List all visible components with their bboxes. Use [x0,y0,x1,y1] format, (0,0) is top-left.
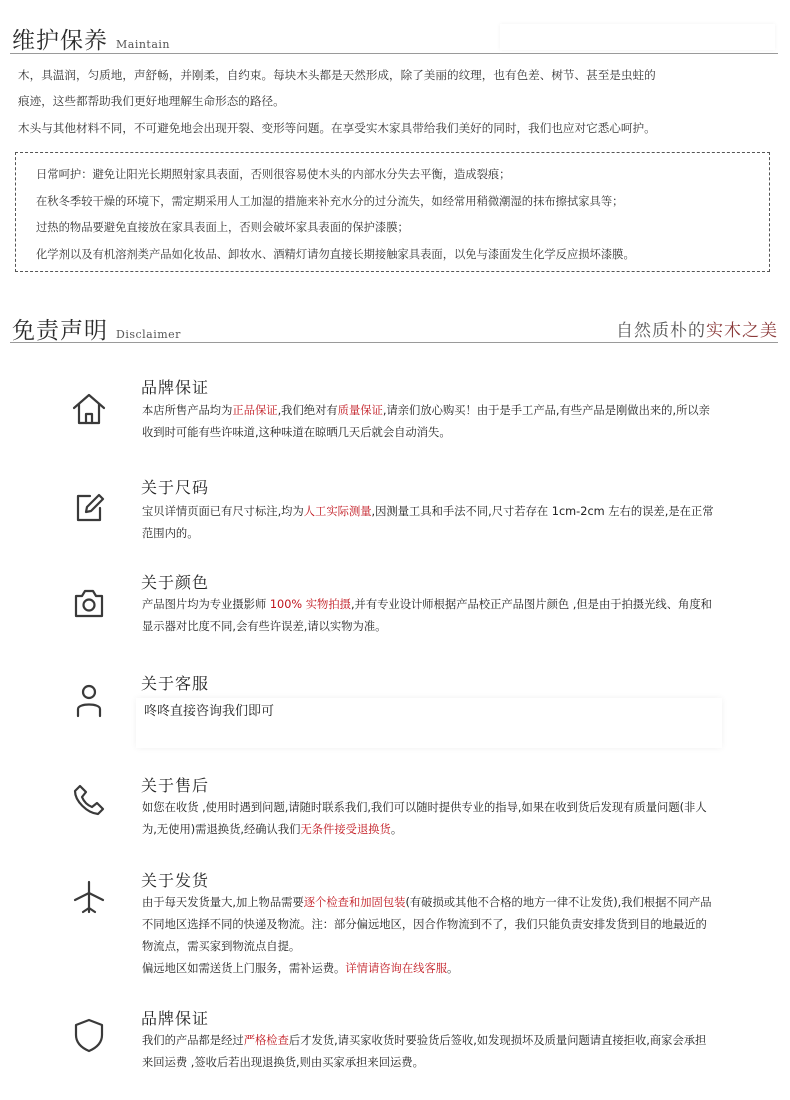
maintain-title-en: Maintain [116,38,171,51]
disclaimer-divider [10,342,778,343]
policy-item-body: 如您在收货 ,使用时遇到问题,请随时联系我们,我们可以随时提供专业的指导,如果在收到货后发现有质量问题(非人为,无使用)需退换货,经确认我们无条件接受退换货。 [142,801,707,836]
policy-item-body: 本店所售产品均为正品保证,我们绝对有质量保证,请亲们放心购买！由于是手工产品,有些产品是刚做出来的,所以亲收到时可能有些许味道,这种味道在晾晒几天后就会自动消失。 [142,404,710,439]
maintain-title [12,22,170,55]
maintain-paragraph-1-line-2: 痕迹，这些都帮助我们更好地理解生命形态的路径。 [18,94,285,108]
disclaimer-title [12,312,181,345]
policy-item-title: 关于颜色 [141,573,210,592]
edit-icon [70,488,108,526]
camera-icon [70,584,108,622]
maintain-paragraph-1 [18,62,778,114]
policy-item-body: 宝贝详情页面已有尺寸标注,均为人工实际测量,因测量工具和手法不同,尺寸若存在 1cm-2cm 左右的误差,是在正常范围内的。 [142,505,714,540]
maintain-title-cn: 维护保养 [12,28,108,54]
home-icon [70,390,108,428]
maintain-paragraph-2: 木头与其他材料不同，不可避免地会出现开裂、变形等问题。在享受实木家具带给我们美好的同时，我们也应对它悉心呵护。 [18,121,656,135]
policy-item-body: 由于每天发货量大,加上物品需要逐个检查和加固包装(有破损或其他不合格的地方一律不让发货),我们根据不同产品不同地区选择不同的快递及物流。注：部分偏远地区，因合作物流到不了，我们只能负责安排发货到目的地最近的物流点，需买家到物流点自提。 偏远地区如需送货上门服务，需补运费。详情请咨询在线客服。 [142,896,712,975]
customer-service-text: 咚咚直接咨询我们即可 [144,704,275,719]
header-blank-panel [500,24,775,50]
policy-item-title: 品牌保证 [141,378,210,397]
policy-item-title: 品牌保证 [141,1009,210,1028]
highlight-text: 100% 实物拍摄 [269,598,351,611]
shield-icon [70,1016,108,1054]
tagline-plain: 自然质朴的 [616,321,706,341]
highlight-text: 人工实际测量 [303,505,372,518]
policy-item-body: 我们的产品都是经过严格检查后才发货,请买家收货时要验货后签收,如发现损坏及质量问题请直接拒收,商家会承担来回运费 ,签收后若出现退换货,则由买家承担来回运费。 [142,1034,707,1069]
highlight-text: 质量保证 [337,404,383,417]
care-tip: 日常呵护：避免让阳光长期照射家具表面，否则很容易使木头的内部水分失去平衡，造成裂痕； [36,168,511,181]
policy-item-title: 关于售后 [141,776,210,795]
airplane-icon [70,879,108,917]
disclaimer-title-cn: 免责声明 [12,318,108,344]
policy-item-title: 关于尺码 [141,478,210,497]
tagline-accent: 实木之美 [706,321,778,341]
care-tips-box [15,152,770,272]
customer-service-panel [136,698,722,748]
disclaimer-title-en: Disclaimer [116,328,181,341]
policy-item-title: 关于客服 [141,674,210,693]
care-tip: 化学剂以及有机溶剂类产品如化妆品、卸妆水、酒精灯请勿直接长期接触家具表面，以免与漆面发生化学反应损坏漆膜。 [36,247,635,261]
care-tip: 过热的物品要避免直接放在家具表面上，否则会破坏家具表面的保护漆膜； [36,221,409,234]
policy-item-body: 产品图片均为专业摄影师 100% 实物拍摄,并有专业设计师根据产品校正产品图片颜色 ,但是由于拍摄光线、角度和显示器对比度不同,会有些许误差,请以实物为准。 [142,598,712,633]
maintain-divider [10,53,778,54]
highlight-text: 无条件接受退换货 [300,823,391,836]
maintain-paragraph-1-line-1: 木，具温润，匀质地，声舒畅，并刚柔，自约束。每块木头都是天然形成，除了美丽的纹理，也有色差、树节、甚至是虫蛀的 [18,68,656,82]
phone-icon [70,780,108,818]
user-icon [70,681,108,719]
highlight-text: 正品保证 [232,404,278,417]
highlight-text: 逐个检查和加固包装 [303,896,406,909]
policy-item-title: 关于发货 [141,871,210,890]
brand-tagline [616,316,778,341]
highlight-text: 详情请咨询在线客服 [345,962,448,975]
highlight-text: 严格检查 [243,1034,289,1047]
care-tip: 在秋冬季较干燥的环境下，需定期采用人工加湿的措施来补充水分的过分流失，如经常用稍微潮湿的抹布擦拭家具等； [36,194,624,208]
